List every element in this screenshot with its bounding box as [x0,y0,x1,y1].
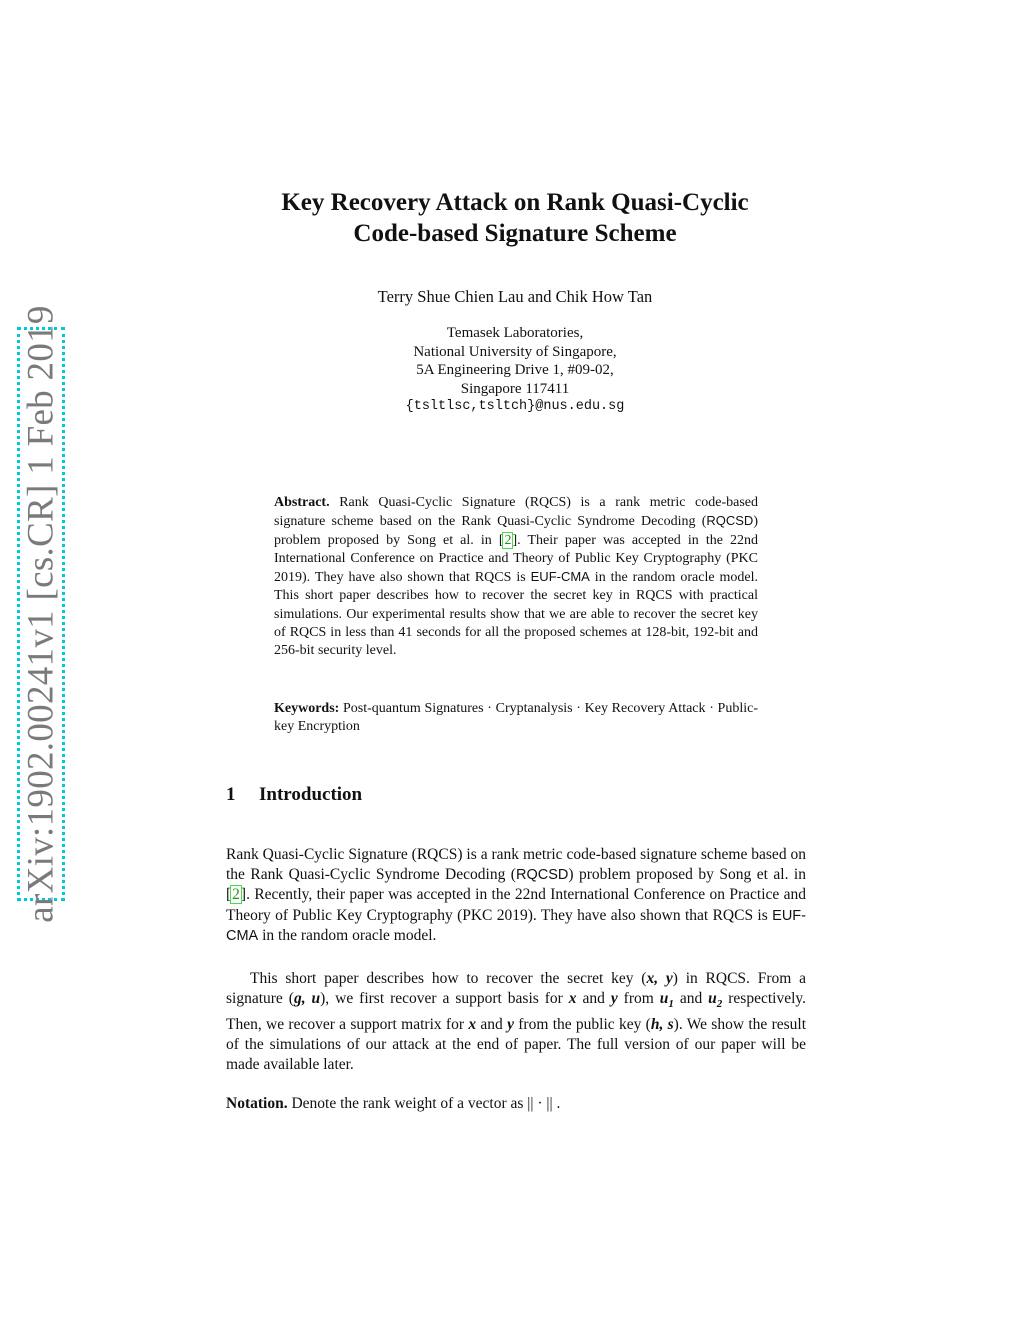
affiliation-line-3: 5A Engineering Drive 1, #09-02, [416,362,614,378]
math-symbol: u [708,990,717,1008]
math-symbol: x [568,990,577,1008]
abstract-text-2: ) problem proposed by Song et al. in [274,514,758,548]
intro-p2-text: and [476,1015,508,1033]
intro-p2-text: respectively. Then, we recover a support matrix for [226,990,806,1033]
arxiv-identifier-text: arXiv:1902.00241v1 [cs.CR] 1 Feb 2019 [20,305,62,923]
citation-link[interactable]: 2 [504,532,512,548]
intro-p1-text-4: in the random oracle model. [258,926,437,944]
intro-p2-text: from [617,990,660,1008]
math-symbol: y [610,990,618,1008]
rqcsd-term: RQCSD [515,867,569,884]
math-symbol: g, u [293,990,321,1008]
abstract-text-4: in the random oracle model. This short paper describes how to recover the secret key in RQCS with practical simulations. Our experimental results show that we are able to recover the secret key of RQCS in less than 41 seconds for all the proposed schemes at 128-bit, 192-bit and 256-bit security level. [274,570,758,659]
intro-p2-text: ) in RQCS. From a signature ( [226,970,806,1008]
citation-link[interactable]: 2 [232,886,240,904]
section-title: Introduction [259,784,363,805]
rqcsd-term: RQCSD [706,513,754,529]
section-number: 1 [226,784,236,805]
abstract: Abstract. Rank Quasi-Cyclic Signature (RQCS) is a rank metric code-based signature scheme based on the Rank Quasi-Cyclic Syndrome Decoding (RQCSD) problem proposed by Song et al. in [2]. Their paper was accepted in the 22nd International Conference on Practice and Theory of Public Key Cryptography (PKC 2019). They have also shown that RQCS is EUF-CMA in the random oracle model. This short paper describes how to recover the secret key in RQCS with practical simulations. Our experimental results show that we are able to recover the secret key of RQCS in less than 41 seconds for all the proposed schemes at 128-bit, 192-bit and 256-bit security level. [274,495,758,659]
euf-cma-term: EUF-CMA [530,569,590,585]
keywords-label: Keywords: [274,701,340,716]
intro-paragraph-2 [226,969,806,1075]
keywords-text: Post-quantum Signatures · Cryptanalysis · Key Recovery Attack · Public-key Encryption [274,701,758,735]
keywords [274,700,758,737]
math-subscript: 2 [716,998,723,1011]
intro-paragraph-1: Rank Quasi-Cyclic Signature (RQCS) is a rank metric code-based signature scheme based on the Rank Quasi-Cyclic Syndrome Decoding (RQCSD) problem proposed by Song et al. in [2]. Recently, their paper was accepted in the 22nd International Conference on Practice and Theory of Public Key Cryptography (PKC 2019). They have also shown that RQCS is EUF-CMA in the random oracle model. [226,846,806,944]
math-subscript: 1 [668,998,674,1011]
notation-paragraph [226,1094,806,1114]
math-symbol: y [507,1015,514,1033]
notation-text: Denote the rank weight of a vector as || · || . [287,1095,561,1112]
affiliation-line-4: Singapore 117411 [460,380,570,397]
intro-p2-text: and [673,990,709,1008]
math-symbol: h, s [650,1015,674,1033]
math-symbol: x, y [646,970,673,987]
euf-cma-term: EUF-CMA [226,907,806,944]
intro-p1-text-3: . Recently, their paper was accepted in the 22nd International Conference on Practice and Theory of Public Key Cryptography (PKC 2019). They have also shown that RQCS is [226,886,806,924]
affiliation-line-1: Temasek Laboratories, [446,325,584,341]
abstract-text-1: Rank Quasi-Cyclic Signature (RQCS) is a rank metric code-based signature scheme based on the Rank Quasi-Cyclic Syndrome Decoding ( [274,495,758,530]
author-email: {tsltlsc,tsltch}@nus.edu.sg [405,399,625,414]
intro-p2-text: ), we first recover a support basis for [320,990,569,1008]
intro-p1-text-1: Rank Quasi-Cyclic Signature (RQCS) is a rank metric code-based signature scheme based on the Rank Quasi-Cyclic Syndrome Decoding ( [226,846,806,884]
paper-title-line-1: Key Recovery Attack on Rank Quasi-Cyclic [281,189,749,216]
intro-p2-text: ). We show the result of the simulations of our attack at the end of paper. The full version of our paper will be made available later. [226,1015,807,1073]
intro-p1-text-2: ) problem proposed by Song et al. in [568,866,806,884]
math-symbol: x [468,1015,477,1033]
intro-p2-text: This short paper describes how to recover the secret key ( [250,970,647,987]
abstract-label: Abstract. [274,495,330,510]
paper-title-line-2: Code-based Signature Scheme [353,220,677,247]
math-symbol: u [659,990,669,1008]
arxiv-identifier-stamp [17,305,65,923]
paper-authors: Terry Shue Chien Lau and Chik How Tan [377,287,653,306]
intro-p2-text: from the public key ( [513,1015,651,1033]
intro-p2-text: and [576,990,611,1008]
affiliation-line-2: National University of Singapore, [413,343,617,360]
notation-label: Notation. [226,1095,288,1112]
section-heading-introduction [226,784,362,806]
abstract-text-3: . Their paper was accepted in the 22nd International Conference on Practice and Theory of Public Key Cryptography (PKC 2019). They have also shown that RQCS is [274,532,758,586]
